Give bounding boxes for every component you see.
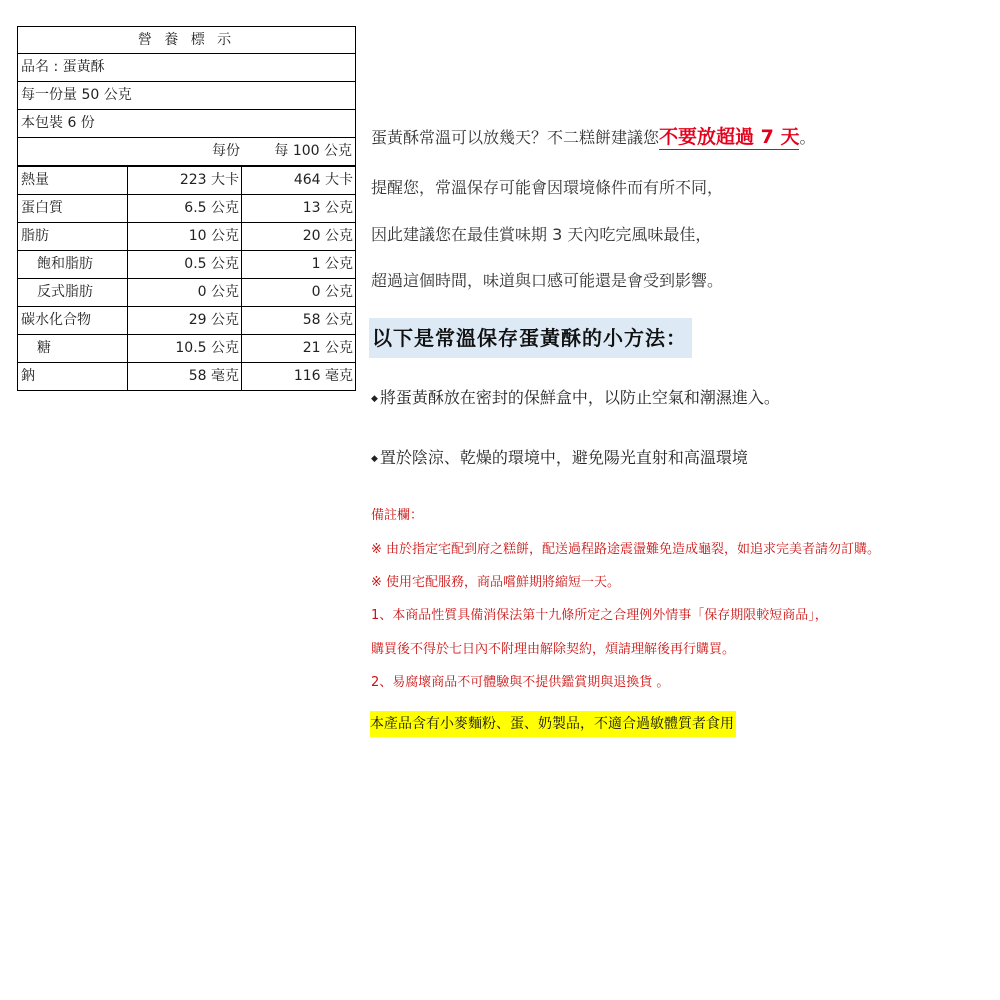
nutrient-per-100g: 20 公克 [302, 228, 353, 244]
nutrient-name: 熱量 [18, 167, 128, 194]
notes-title: 備註欄： [371, 508, 424, 523]
storage-intro-text: 蛋黃酥常溫可以放幾天？不二糕餅建議您 [371, 128, 660, 147]
column-header-per-100g: 每 100 公克 [274, 143, 352, 159]
nutrient-row [17, 251, 356, 279]
serving-size: 每一份量 50 公克 [17, 82, 356, 110]
storage-warning: 不要放超過 7 天 [659, 126, 800, 148]
nutrient-per-serving: 58 毫克 [128, 363, 242, 390]
storage-best-period: 因此建議您在最佳賞味期 3 天內吃完風味最佳， [371, 225, 712, 244]
nutrient-per-serving: 10.5 公克 [128, 335, 242, 362]
nutrient-per-100g: 58 公克 [302, 312, 353, 328]
servings-per-package: 本包裝 6 份 [17, 110, 356, 138]
diamond-bullet-icon: ◆ [371, 394, 378, 404]
note-item: 購買後不得於七日內不附理由解除契約，煩請理解後再行購買。 [371, 642, 736, 657]
nutrient-name: 脂肪 [18, 223, 128, 250]
nutrient-row [17, 307, 356, 335]
note-item: ※ 由於指定宅配到府之糕餅，配送過程路途震盪難免造成龜裂，如追求完美者請勿訂購。 [371, 542, 881, 557]
nutrient-per-serving: 6.5 公克 [128, 195, 242, 222]
nutrient-name: 蛋白質 [18, 195, 128, 222]
nutrient-row [17, 195, 356, 223]
nutrient-per-serving: 0.5 公克 [128, 251, 242, 278]
nutrient-name: 糖 [18, 335, 128, 362]
storage-tip-text: 置於陰涼、乾燥的環境中，避免陽光直射和高溫環境 [379, 448, 748, 467]
nutrient-name: 反式脂肪 [18, 279, 128, 306]
storage-tips-heading: 以下是常溫保存蛋黃酥的小方法： [369, 318, 692, 358]
column-header-row [17, 138, 356, 167]
storage-tip-text: 將蛋黃酥放在密封的保鮮盒中，以防止空氣和潮濕進入。 [379, 388, 780, 407]
storage-taste-note: 超過這個時間，味道與口感可能還是會受到影響。 [371, 271, 724, 290]
nutrient-row [17, 363, 356, 391]
allergen-notice: 本產品含有小麥麵粉、蛋、奶製品，不適合過敏體質者食用 [370, 711, 736, 737]
nutrient-row [17, 279, 356, 307]
nutrient-per-serving: 0 公克 [128, 279, 242, 306]
nutrient-per-serving: 29 公克 [128, 307, 242, 334]
diamond-bullet-icon: ◆ [371, 454, 378, 464]
nutrient-per-100g: 464 大卡 [293, 172, 353, 188]
nutrient-per-serving: 223 大卡 [128, 167, 242, 194]
nutrient-row [17, 167, 356, 195]
storage-tip [371, 385, 780, 408]
nutrient-per-100g: 0 公克 [311, 284, 353, 300]
nutrient-per-100g: 13 公克 [302, 200, 353, 216]
product-name: 品名 : 蛋黃酥 [17, 54, 356, 82]
nutrient-row [17, 223, 356, 251]
note-item: 2、易腐壞商品不可體驗與不提供鑑賞期與退換貨 。 [371, 675, 670, 690]
storage-tip [371, 445, 748, 468]
column-header-per-serving: 每份 [212, 143, 240, 159]
nutrient-per-100g: 21 公克 [302, 340, 353, 356]
nutrient-name: 飽和脂肪 [18, 251, 128, 278]
nutrient-name: 鈉 [18, 363, 128, 390]
nutrient-per-100g: 116 毫克 [293, 368, 353, 384]
storage-reminder: 提醒您，常溫保存可能會因環境條件而有所不同， [371, 178, 724, 197]
nutrient-per-serving: 10 公克 [128, 223, 242, 250]
nutrition-table [17, 26, 356, 391]
nutrition-title: 營 養 標 示 [17, 26, 356, 54]
nutrient-row [17, 335, 356, 363]
storage-intro [371, 122, 815, 149]
storage-intro-end: 。 [799, 128, 816, 147]
note-item: 1、本商品性質具備消保法第十九條所定之合理例外情事「保存期限較短商品」， [371, 608, 828, 623]
nutrient-name: 碳水化合物 [18, 307, 128, 334]
nutrient-per-100g: 1 公克 [311, 256, 353, 272]
note-item: ※ 使用宅配服務，商品嚐鮮期將縮短一天。 [371, 575, 621, 590]
